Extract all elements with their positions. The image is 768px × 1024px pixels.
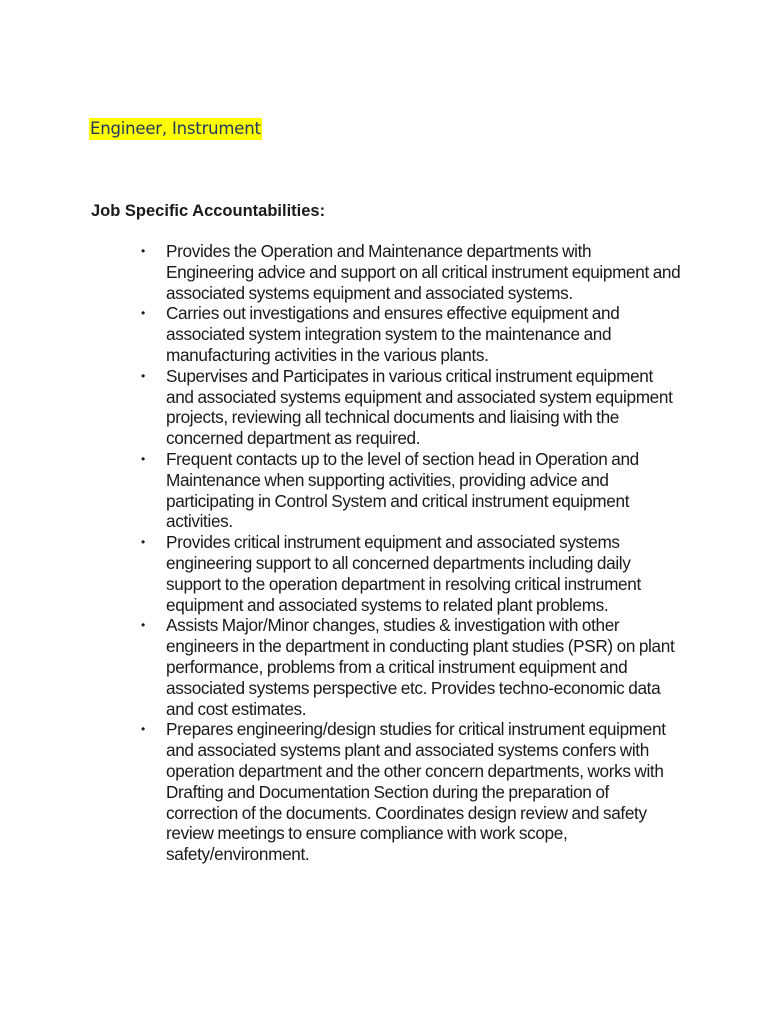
list-item-text: Provides the Operation and Maintenance departments with Engineering advice and support on all critical instrument equipment and associated systems equipment and associated systems.: [166, 241, 681, 303]
bullet-icon: •: [141, 244, 145, 258]
list-item-text: Prepares engineering/design studies for critical instrument equipment and associated systems plant and associated systems confers with operation department and the other concern departments, works with Drafting and Documentation Section during the preparation of correction of the documents. Coordinates design review and safety review meetings to ensure compliance with work scope, safety/environment.: [166, 719, 666, 865]
accountabilities-list: [141, 241, 681, 865]
list-item: [141, 719, 681, 865]
bullet-icon: •: [141, 535, 145, 550]
list-item: [141, 615, 681, 719]
bullet-icon: •: [141, 306, 145, 321]
list-item-text: Carries out investigations and ensures effective equipment and associated system integration system to the maintenance and manufacturing activities in the various plants.: [166, 303, 620, 365]
bullet-icon: •: [141, 451, 145, 466]
bullet-icon: •: [141, 722, 145, 737]
job-title: Engineer, Instrument: [90, 119, 261, 138]
list-item-text: Supervises and Participates in various critical instrument equipment and associated systems equipment and associated system equipment projects, reviewing all technical documents and liaising with the concerned department as required.: [166, 365, 673, 449]
bullet-icon: •: [141, 618, 145, 633]
list-item-text: Assists Major/Minor changes, studies & investigation with other engineers in the department in conducting plant studies (PSR) on plant performance, problems from a critical instrument equipment and associated systems perspective etc. Provides techno-economic data and cost estimates.: [166, 615, 675, 719]
list-item: [141, 532, 681, 615]
bullet-icon: •: [141, 368, 145, 383]
list-item-text: Frequent contacts up to the level of section head in Operation and Maintenance when supporting activities, providing advice and participating in Control System and critical instrument equipment activities.: [166, 448, 639, 532]
list-item: [141, 449, 681, 532]
list-item: [141, 241, 681, 303]
list-item: [141, 303, 681, 365]
section-heading: Job Specific Accountabilities:: [91, 202, 326, 220]
list-item: [141, 366, 681, 449]
list-item-text: Provides critical instrument equipment and associated systems engineering support to all concerned departments including daily support to the operation department in resolving critical instrument equipment and associated systems to related plant problems.: [166, 532, 641, 615]
